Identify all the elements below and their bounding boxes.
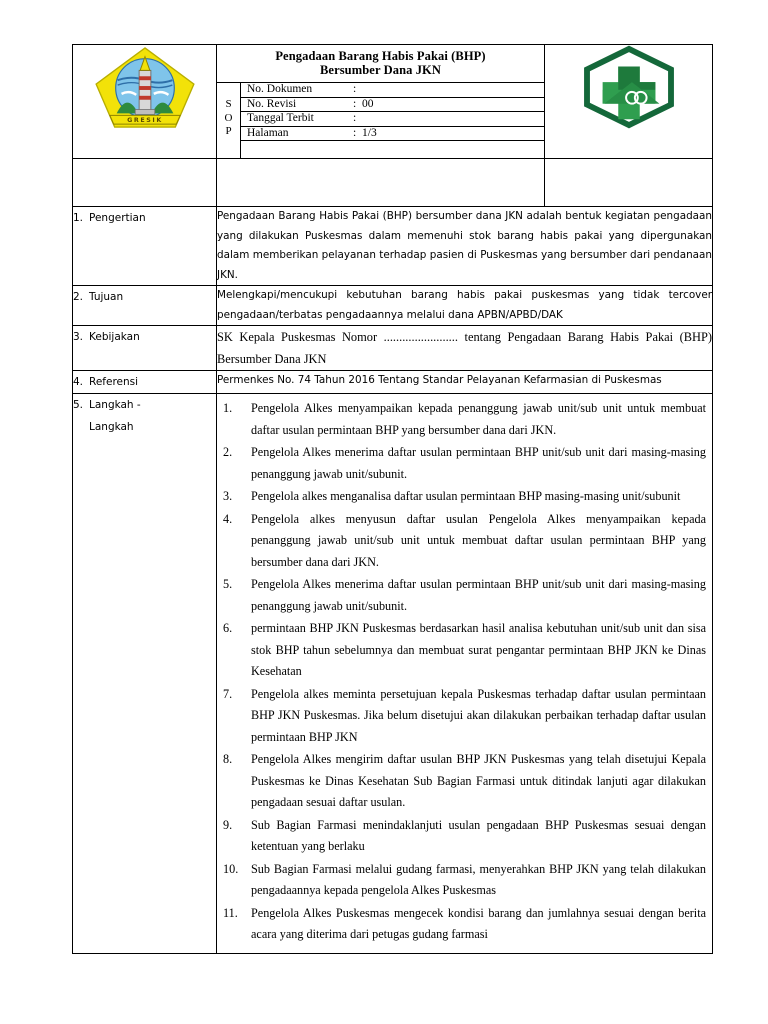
meta-bottom-spacer (241, 141, 544, 158)
meta-colon-halaman: : (353, 126, 357, 139)
section-text-1: Pengadaan Barang Habis Pakai (BHP) bersumber dana JKN adalah bentuk kegiatan pengadaan yang dilakukan Puskesmas dalam memenuhi stok barang habis pakai yang dipergunakan dalam memberikan pelayanan terhadap pasien di Puskesmas yang bersumber dari pendanaan JKN. (217, 210, 712, 281)
section-text-4: Permenkes No. 74 Tahun 2016 Tentang Standar Pelayanan Kefarmasian di Puskesmas (217, 374, 662, 386)
section-label-text-4: Referensi (89, 376, 139, 388)
section-number-5: 5. (73, 399, 84, 411)
header-row (73, 45, 713, 159)
document-title (217, 45, 544, 83)
sop-meta-block (217, 83, 544, 158)
section-label-text-2: Tujuan (89, 291, 124, 303)
meta-row-no-revisi (241, 98, 544, 113)
section-label-text-3: Kebijakan (89, 331, 140, 343)
section-number-2: 2. (73, 291, 84, 303)
section-row-referensi (73, 371, 713, 394)
meta-colon-no-revisi: : (353, 97, 357, 110)
section-label-referensi (73, 371, 217, 394)
section-body-kebijakan (217, 326, 713, 371)
sop-letter-p: P (225, 125, 232, 137)
section-body-langkah (217, 394, 713, 954)
blank-cell-middle (217, 159, 545, 207)
sop-document-table (72, 44, 713, 954)
meta-row-halaman (241, 127, 544, 142)
section-label-text-5-line2: Langkah (89, 421, 134, 433)
section-label-tujuan (73, 286, 217, 326)
meta-colon-tanggal-terbit: : (353, 112, 357, 124)
meta-row-tanggal-terbit (241, 112, 544, 127)
section-label-text-1: Pengertian (89, 212, 146, 224)
sop-letter-s: S (225, 98, 232, 110)
section-label-kebijakan (73, 326, 217, 371)
meta-label-no-revisi: No. Revisi (247, 97, 297, 110)
section-row-langkah (73, 394, 713, 954)
logo-cell-left (73, 45, 217, 159)
section-number-1: 1. (73, 212, 84, 224)
blank-cell-right (545, 159, 713, 207)
section-body-tujuan (217, 286, 713, 326)
sop-meta-rows (241, 83, 544, 158)
section-body-referensi (217, 371, 713, 394)
document-title-line2: Bersumber Dana JKN (319, 63, 441, 77)
step-item: Pengelola Alkes Puskesmas mengecek kondisi barang dan jumlahnya sesuai dengan berita acara yang diterima dari petugas gudang farmasi (251, 905, 706, 941)
step-item: permintaan BHP JKN Puskesmas berdasarkan hasil analisa kebutuhan unit/sub unit dan sisa stok BHP tahun sebelumnya dan membuat surat pengantar permintaan BHP JKN ke Dinas Kesehatan (251, 621, 706, 678)
section-text-2: Melengkapi/mencukupi kebutuhan barang habis pakai puskesmas yang tidak tercover pengadaan/terbatas pengadaannya melalui dana APBN/APBD/DAK (217, 289, 712, 321)
section-text-3: SK Kepala Puskesmas Nomor ........................ tentang Pengadaan Barang Habis Pakai (BHP) Bersumber Dana JKN (217, 330, 712, 366)
step-item: Sub Bagian Farmasi melalui gudang farmasi, menyerahkan BHP JKN yang telah dilakukan pengadaannya kepada pengelola Alkes Puskesmas (251, 861, 706, 897)
step-item: Pengelola alkes meminta persetujuan kepala Puskesmas terhadap daftar usulan permintaan BHP JKN Puskesmas. Jika belum disetujui akan dilakukan perbaikan terhadap daftar usulan permintaan BHP JKN (251, 686, 706, 744)
document-title-line1: Pengadaan Barang Habis Pakai (BHP) (275, 49, 486, 63)
section-label-pengertian (73, 207, 217, 286)
blank-cell-left (73, 159, 217, 207)
meta-label-tanggal-terbit: Tanggal Terbit (247, 112, 314, 124)
step-item: Pengelola Alkes menerima daftar usulan permintaan BHP unit/sub unit dari masing-masing penanggung jawab unit/subunit. (251, 445, 706, 481)
header-title-and-meta-cell (217, 45, 545, 159)
meta-value-no-revisi: 00 (362, 97, 374, 110)
step-item: Pengelola Alkes menerima daftar usulan permintaan BHP unit/sub unit dari masing-masing penanggung jawab unit/subunit. (251, 577, 706, 613)
logo-cell-right (545, 45, 713, 159)
step-item: Pengelola alkes menyusun daftar usulan Pengelola Alkes menyampaikan kepada penanggung jawab unit/sub unit untuk membuat daftar usulan permintaan BHP yang bersumber dana dari JKN. (251, 511, 706, 569)
meta-value-halaman: 1/3 (362, 126, 377, 139)
meta-row-no-dokumen (241, 83, 544, 98)
section-number-4: 4. (73, 376, 84, 388)
puskesmas-green-cross-logo (574, 45, 684, 129)
sop-letters-column (217, 83, 241, 158)
section-number-3: 3. (73, 331, 84, 343)
step-item: Sub Bagian Farmasi menindaklanjuti usulan pengadaan BHP Puskesmas sesuai dengan ketentuan yang berlaku (251, 817, 706, 853)
sop-letter-o: O (224, 111, 233, 124)
step-item: Pengelola alkes menganalisa daftar usulan permintaan BHP masing-masing unit/subunit (251, 489, 681, 503)
step-item: Pengelola Alkes menyampaikan kepada penanggung jawab unit/sub unit untuk membuat daftar usulan permintaan BHP yang bersumber dana dari JKN. (251, 401, 706, 437)
svg-text:GRESIK: GRESIK (126, 117, 163, 125)
section-label-langkah (73, 394, 217, 954)
section-label-text-5: Langkah - (89, 399, 141, 411)
steps-list (217, 394, 712, 953)
meta-label-halaman: Halaman (247, 126, 289, 139)
section-row-pengertian (73, 207, 713, 286)
section-body-pengertian (217, 207, 713, 286)
meta-label-no-dokumen: No. Dokumen (247, 83, 313, 95)
section-row-tujuan (73, 286, 713, 326)
gresik-regency-logo (91, 45, 199, 131)
section-row-kebijakan (73, 326, 713, 371)
step-item: Pengelola Alkes mengirim daftar usulan BHP JKN Puskesmas yang telah disetujui Kepala Puskesmas ke Dinas Kesehatan Sub Bagian Farmasi untuk ditindak lanjuti agar dilakukan pengadaan sesuai daftar usulan. (251, 752, 706, 809)
blank-signature-row (73, 159, 713, 207)
meta-colon-no-dokumen: : (353, 83, 357, 95)
